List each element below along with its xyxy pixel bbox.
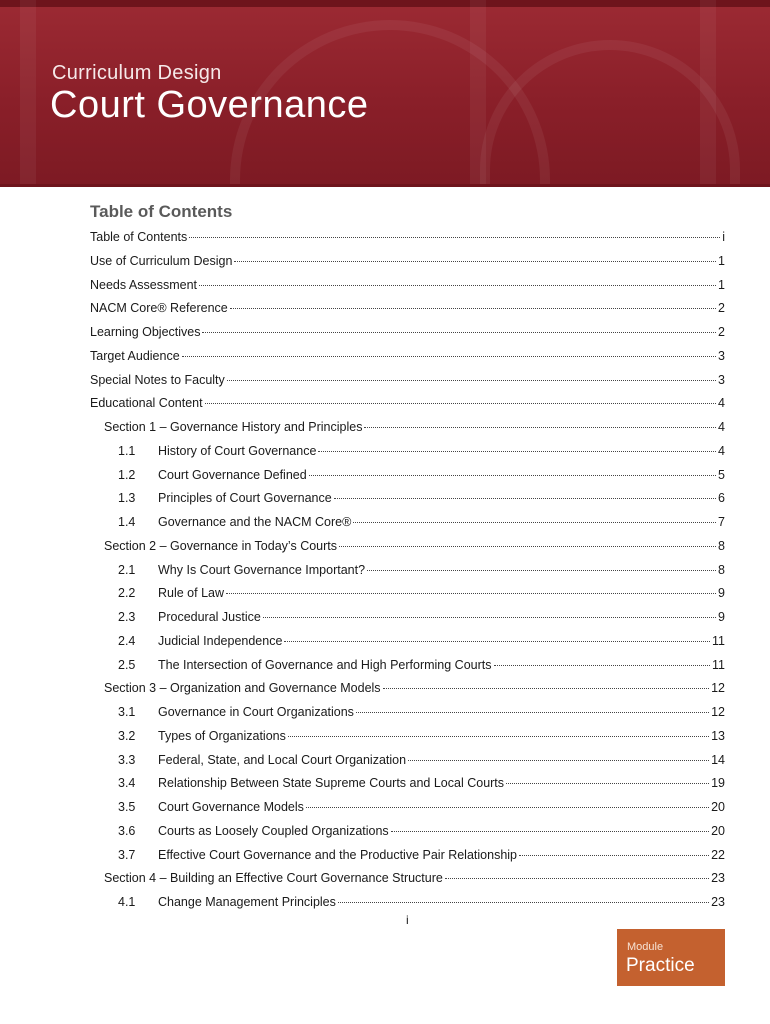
toc-entry[interactable] <box>90 511 725 535</box>
toc-entry-label: Principles of Court Governance <box>158 491 332 506</box>
toc-entry-number: 1.3 <box>118 491 136 506</box>
toc-entry[interactable] <box>90 725 725 749</box>
toc-entry-page: 2 <box>718 301 725 316</box>
toc-entry[interactable] <box>90 654 725 678</box>
banner-column-decoration <box>700 0 716 184</box>
toc-dot-leader <box>189 236 720 238</box>
toc-entry-page: 4 <box>718 443 725 458</box>
toc-entry-label: NACM Core® Reference <box>90 301 228 316</box>
toc-entry-label: Court Governance Defined <box>158 467 307 482</box>
toc-dot-leader <box>226 592 716 594</box>
toc-entry-label: Governance and the NACM Core® <box>158 515 352 529</box>
toc-entry-page: 1 <box>718 253 725 268</box>
toc-entry-number: 3.6 <box>118 823 136 838</box>
toc-entry-label: Section 2 – Governance in Today’s Courts <box>104 538 338 553</box>
toc-entry-page: i <box>722 230 725 244</box>
toc-entry[interactable] <box>90 891 725 915</box>
toc-entry-label: Special Notes to Faculty <box>90 372 225 387</box>
toc-dot-leader <box>318 450 716 452</box>
toc-entry-label: Table of Contents <box>90 230 188 244</box>
toc-entry-label: Section 1 – Governance History and Principles <box>104 420 363 434</box>
banner-subtitle: Curriculum Design <box>52 62 222 84</box>
toc-entry-label: Why Is Court Governance Important? <box>158 562 366 577</box>
table-of-contents <box>90 226 725 915</box>
toc-entry-label: Courts as Loosely Coupled Organizations <box>158 823 389 838</box>
toc-entry[interactable] <box>90 297 725 321</box>
banner-top-stripe <box>0 0 770 7</box>
toc-entry-page: 5 <box>718 467 725 482</box>
toc-entry-label: The Intersection of Governance and High Performing Courts <box>158 657 492 672</box>
toc-entry-page: 20 <box>711 823 725 838</box>
toc-entry[interactable] <box>90 416 725 440</box>
toc-entry[interactable] <box>90 630 725 654</box>
toc-entry-page: 9 <box>718 586 725 601</box>
toc-entry[interactable] <box>90 369 725 393</box>
toc-entry-page: 13 <box>711 728 725 743</box>
toc-entry-number: 1.2 <box>118 467 136 482</box>
toc-dot-leader <box>519 854 709 856</box>
toc-entry-label: Procedural Justice <box>158 610 261 624</box>
toc-dot-leader <box>391 830 709 832</box>
toc-dot-leader <box>494 664 711 666</box>
toc-entry-page: 23 <box>711 895 725 909</box>
toc-entry[interactable] <box>90 226 725 250</box>
document-title: Court Governance <box>50 84 369 126</box>
toc-entry[interactable] <box>90 749 725 773</box>
toc-entry-number: 1.1 <box>118 443 136 458</box>
toc-entry-label: Section 4 – Building an Effective Court Governance Structure <box>104 871 443 886</box>
toc-heading: Table of Contents <box>90 202 233 221</box>
toc-entry-page: 11 <box>712 633 725 648</box>
toc-entry-label: Court Governance Models <box>158 800 304 814</box>
toc-dot-leader <box>356 711 709 713</box>
toc-entry-number: 3.1 <box>118 705 136 719</box>
banner-column-decoration <box>470 0 486 184</box>
toc-entry[interactable] <box>90 559 725 583</box>
toc-dot-leader <box>202 331 716 333</box>
toc-entry-page: 12 <box>711 705 725 719</box>
toc-entry[interactable] <box>90 464 725 488</box>
toc-entry-label: Rule of Law <box>158 586 225 601</box>
toc-entry-label: Effective Court Governance and the Productive Pair Relationship <box>158 847 517 862</box>
toc-entry[interactable] <box>90 606 725 630</box>
toc-dot-leader <box>364 426 716 428</box>
toc-dot-leader <box>205 402 716 404</box>
toc-entry-number: 2.5 <box>118 657 136 672</box>
toc-entry[interactable] <box>90 844 725 868</box>
logo-small-text: Module <box>627 941 664 953</box>
toc-dot-leader <box>339 545 716 547</box>
toc-entry-number: 3.5 <box>118 800 136 814</box>
toc-entry-page: 19 <box>711 776 725 791</box>
toc-dot-leader <box>408 759 709 761</box>
toc-entry[interactable] <box>90 274 725 298</box>
toc-entry-number: 3.2 <box>118 728 136 743</box>
toc-entry-page: 2 <box>718 325 725 339</box>
toc-dot-leader <box>199 284 716 286</box>
toc-entry[interactable] <box>90 772 725 796</box>
toc-entry-page: 9 <box>718 610 725 624</box>
toc-entry-label: Federal, State, and Local Court Organization <box>158 752 407 767</box>
toc-entry-page: 11 <box>712 657 725 672</box>
toc-entry[interactable] <box>90 820 725 844</box>
toc-entry-label: Judicial Independence <box>158 633 283 648</box>
toc-dot-leader <box>288 735 709 737</box>
toc-dot-leader <box>306 806 709 808</box>
toc-entry[interactable] <box>90 345 725 369</box>
toc-entry-number: 4.1 <box>118 895 136 909</box>
toc-dot-leader <box>182 355 716 357</box>
toc-entry-page: 3 <box>718 372 725 387</box>
toc-entry-number: 2.4 <box>118 633 136 648</box>
toc-entry-number: 2.3 <box>118 610 136 624</box>
toc-entry[interactable] <box>90 250 725 274</box>
toc-dot-leader <box>353 521 716 523</box>
toc-entry-number: 3.3 <box>118 752 136 767</box>
toc-dot-leader <box>445 877 709 879</box>
toc-entry[interactable] <box>90 701 725 725</box>
toc-entry-label: Change Management Principles <box>158 895 336 909</box>
toc-dot-leader <box>338 901 709 903</box>
toc-dot-leader <box>234 260 716 262</box>
toc-entry-page: 14 <box>711 752 725 767</box>
toc-entry-page: 22 <box>711 847 725 862</box>
toc-entry-page: 8 <box>718 562 725 577</box>
module-practice-logo <box>617 929 725 986</box>
toc-entry-page: 3 <box>718 348 725 363</box>
toc-entry-label: Target Audience <box>90 348 180 363</box>
toc-entry-label: Educational Content <box>90 396 203 411</box>
toc-entry-page: 12 <box>711 681 725 696</box>
toc-entry-page: 20 <box>711 800 725 814</box>
toc-entry-page: 4 <box>718 396 725 411</box>
toc-entry-page: 1 <box>718 277 725 292</box>
toc-dot-leader <box>334 497 716 499</box>
logo-big-text: Practice <box>626 955 695 976</box>
toc-entry[interactable] <box>90 321 725 345</box>
toc-entry-number: 1.4 <box>118 515 136 529</box>
toc-entry[interactable] <box>90 796 725 820</box>
page-number: i <box>406 913 409 927</box>
toc-entry[interactable] <box>90 487 725 511</box>
toc-entry[interactable] <box>90 440 725 464</box>
toc-entry-label: Types of Organizations <box>158 728 286 743</box>
toc-dot-leader <box>383 687 710 689</box>
toc-entry-label: Learning Objectives <box>90 325 201 339</box>
toc-entry[interactable] <box>90 677 725 701</box>
toc-dot-leader <box>309 474 716 476</box>
toc-entry[interactable] <box>90 582 725 606</box>
toc-entry-number: 2.2 <box>118 586 136 601</box>
toc-dot-leader <box>506 782 709 784</box>
toc-entry-label: Needs Assessment <box>90 277 197 292</box>
toc-entry-page: 7 <box>718 515 725 529</box>
toc-dot-leader <box>227 379 716 381</box>
toc-entry-number: 3.7 <box>118 847 136 862</box>
toc-entry-label: Governance in Court Organizations <box>158 705 354 719</box>
toc-entry[interactable] <box>90 392 725 416</box>
toc-entry-page: 23 <box>711 871 725 886</box>
toc-entry-number: 2.1 <box>118 562 136 577</box>
toc-dot-leader <box>230 307 716 309</box>
banner-divider <box>0 184 770 187</box>
toc-entry-label: History of Court Governance <box>158 443 317 458</box>
toc-entry-label: Relationship Between State Supreme Courts and Local Courts <box>158 776 505 791</box>
toc-entry-page: 6 <box>718 491 725 506</box>
toc-dot-leader <box>367 569 716 571</box>
banner-column-decoration <box>20 0 36 184</box>
toc-entry-page: 4 <box>718 420 725 434</box>
toc-entry-page: 8 <box>718 538 725 553</box>
toc-entry-number: 3.4 <box>118 776 136 791</box>
toc-entry-label: Use of Curriculum Design <box>90 253 233 268</box>
toc-dot-leader <box>284 640 710 642</box>
header-banner <box>0 0 770 184</box>
toc-dot-leader <box>263 616 716 618</box>
toc-entry[interactable] <box>90 867 725 891</box>
toc-entry-label: Section 3 – Organization and Governance Models <box>104 681 381 696</box>
toc-entry[interactable] <box>90 535 725 559</box>
